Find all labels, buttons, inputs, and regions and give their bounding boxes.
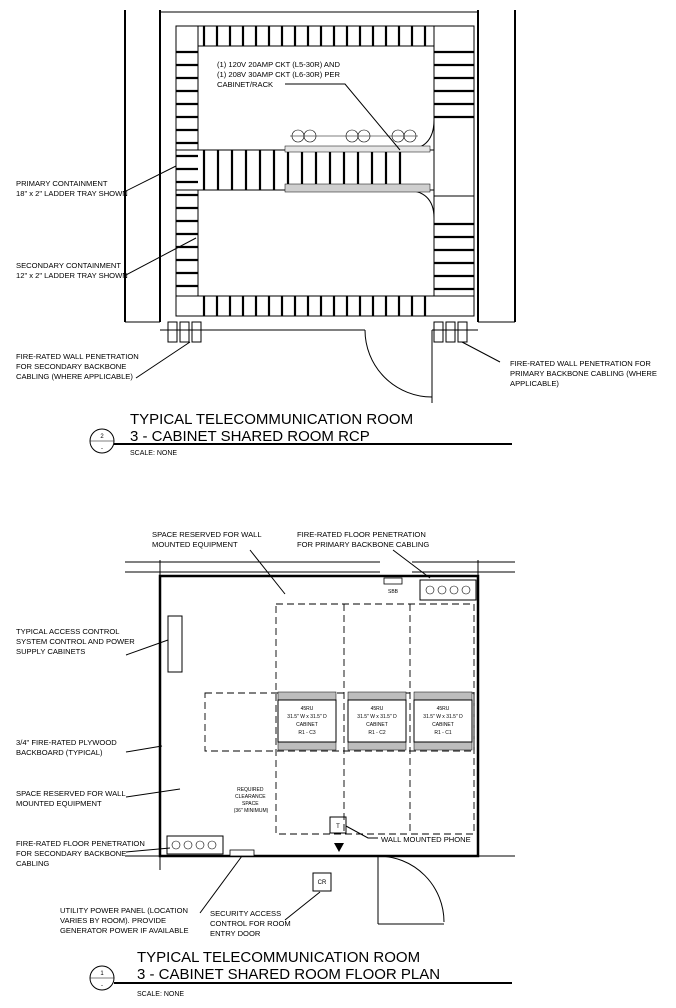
access-control-cabinet [168, 616, 182, 672]
receptacles [290, 130, 418, 142]
plan-drawing-number: 1 [100, 971, 104, 977]
wall-phone-note: WALL MOUNTED PHONE [381, 835, 471, 844]
cabinet-type: CABINET [432, 722, 454, 728]
wall-space-left-note: SPACE RESERVED FOR WALL MOUNTED EQUIPMENT [16, 789, 126, 808]
rcp-drawing-number: 2 [100, 434, 104, 440]
cabinet-size: 31.5" W x 31.5" D [423, 714, 463, 720]
tray-top [176, 26, 474, 46]
cabinet-type: CABINET [296, 722, 318, 728]
access-control-note: TYPICAL ACCESS CONTROL SYSTEM CONTROL AND POWER SUPPLY CABINETS [16, 627, 135, 656]
plan-title-block [90, 949, 512, 998]
cabinet-id: R1 - C3 [298, 730, 316, 736]
circuit-note: (1) 120V 20AMP CKT (L5-30R) AND (1) 208V 30AMP CKT (L6-30R) PER CABINET/RACK [217, 60, 340, 89]
rcp-scale: SCALE: NONE [130, 450, 178, 457]
plan-scale: SCALE: NONE [137, 991, 185, 998]
rcp-title-line2: 3 - CABINET SHARED ROOM RCP [130, 428, 370, 445]
card-reader-tag: CR [317, 880, 327, 886]
secondary-containment-note: SECONDARY CONTAINMENT 12" x 2" LADDER TRAY SHOWN [16, 261, 128, 280]
primary-floor-penetration-note: FIRE-RATED FLOOR PENETRATION FOR PRIMARY BACKBONE CABLING [297, 530, 430, 549]
cabinet-id: R1 - C1 [434, 730, 452, 736]
cabinet-size: 31.5" W x 31.5" D [287, 714, 327, 720]
utility-power-panel [230, 850, 254, 856]
sbb-bar [384, 578, 402, 584]
plan-title-line2: 3 - CABINET SHARED ROOM FLOOR PLAN [137, 966, 441, 983]
rcp-title-block [90, 411, 512, 457]
plywood-note: 3/4" FIRE-RATED PLYWOOD BACKBOARD (TYPICAL) [16, 738, 117, 757]
sbb-label: SBB [387, 589, 399, 595]
cabinet [278, 692, 336, 750]
secondary-floor-penetration-note: FIRE-RATED FLOOR PENETRATION FOR SECONDARY BACKBONE CABLING [16, 839, 145, 868]
cabinet-ru: 45RU [436, 706, 450, 712]
clearance-note: REQUIRED CLEARANCE SPACE (36" MINIMUM) [233, 787, 269, 814]
primary-floor-penetrations [420, 580, 476, 600]
primary-containment-note: PRIMARY CONTAINMENT 18" x 2" LADDER TRAY SHOWN [16, 179, 128, 198]
phone-marker [334, 843, 344, 852]
secondary-wall-penetration-note: FIRE-RATED WALL PENETRATION FOR SECONDARY BACKBONE CABLING (WHERE APPLICABLE) [16, 352, 139, 381]
security-access-note: SECURITY ACCESS CONTROL FOR ROOM ENTRY DOOR [210, 909, 291, 938]
phone-tag: T [336, 824, 340, 830]
rcp-penetrations [168, 322, 467, 342]
primary-wall-penetration-note: FIRE-RATED WALL PENETRATION FOR PRIMARY BACKBONE CABLING (WHERE APPLICABLE) [510, 359, 657, 388]
tray-bottom [176, 296, 474, 316]
rcp-door [365, 330, 432, 403]
utility-panel-note: UTILITY POWER PANEL (LOCATION VARIES BY ROOM). PROVIDE GENERATOR POWER IF AVAILABLE [60, 906, 189, 935]
floor-plan-drawing [16, 530, 515, 998]
plan-title-line1: TYPICAL TELECOMMUNICATION ROOM [137, 949, 421, 966]
cabinet-size: 31.5" W x 31.5" D [357, 714, 397, 720]
rcp-title-line1: TYPICAL TELECOMMUNICATION ROOM [130, 411, 414, 428]
rcp-sheet-number: - [101, 446, 103, 452]
secondary-floor-penetrations [167, 836, 223, 854]
cabinet-id: R1 - C2 [368, 730, 386, 736]
cabinet-ru: 45RU [370, 706, 384, 712]
cabinet [414, 692, 472, 750]
rcp-drawing [16, 10, 659, 457]
cabinets [278, 692, 472, 750]
wall-space-top-note: SPACE RESERVED FOR WALL MOUNTED EQUIPMENT [152, 530, 262, 549]
plan-door [378, 856, 444, 924]
cabinet-type: CABINET [366, 722, 388, 728]
plan-sheet-number: - [101, 983, 103, 989]
cabinet [348, 692, 406, 750]
cabinet-ru: 45RU [300, 706, 314, 712]
